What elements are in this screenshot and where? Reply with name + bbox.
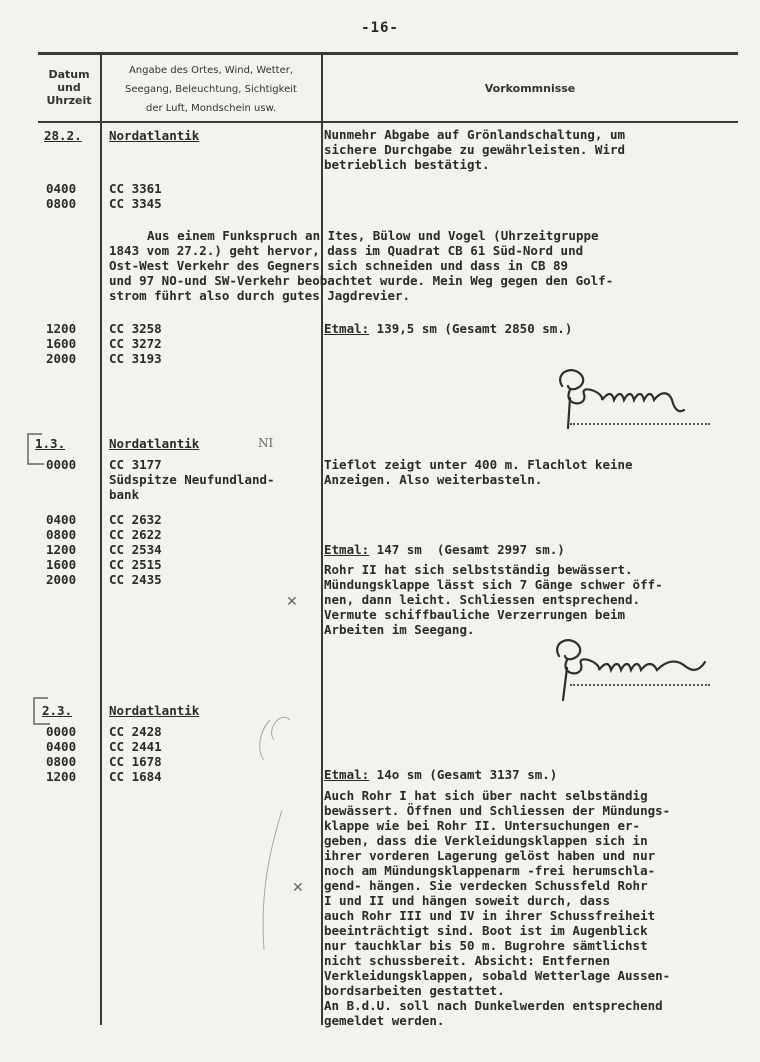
text-line: nur tauchklar bis 50 m. Bugrohre sämtlichst: [324, 938, 648, 953]
header-location-line: Seegang, Beleuchtung, Sichtigkeit: [125, 84, 297, 95]
entry-date: 2.3.: [42, 703, 73, 718]
entry-location: Nordatlantik: [109, 436, 200, 451]
text-line: beeinträchtigt sind. Boot ist im Augenblick: [324, 923, 648, 938]
text-line: Ost-West Verkehr des Gegners sich schneiden und dass in CB 89: [109, 258, 569, 273]
time-value: 0800: [46, 196, 77, 211]
text-line: Mündungsklappe lässt sich 7 Gänge schwer öff-: [324, 577, 663, 592]
signature-dots: [570, 423, 710, 425]
column-divider-2: [321, 55, 323, 1025]
square-list: [109, 512, 162, 587]
header-location-line: Angabe des Ortes, Wind, Wetter,: [128, 65, 294, 76]
top-rule: [38, 52, 738, 55]
time-list: [46, 724, 76, 784]
grid-square: CC 3193: [109, 351, 162, 366]
text-line: gemeldet werden.: [324, 1013, 445, 1028]
page-number: -16-: [361, 20, 399, 36]
time-value: 0800: [46, 527, 77, 542]
time-value: 0000: [46, 457, 77, 472]
header-date-line: und: [57, 81, 81, 94]
text-line: I und II und hängen soweit durch, dass: [324, 893, 610, 908]
text-line: Arbeiten im Seegang.: [324, 622, 475, 637]
text-line: bewässert. Öffnen und Schliessen der Mündungs-: [324, 803, 671, 818]
grid-square: CC 2441: [109, 739, 162, 754]
text-line: Anzeigen. Also weiterbasteln.: [324, 472, 543, 487]
square-list: [109, 321, 162, 366]
grid-square: CC 3177: [109, 457, 162, 472]
text-line: betrieblich bestätigt.: [324, 157, 490, 172]
text-line: Auch Rohr I hat sich über nacht selbständig: [324, 788, 648, 803]
grid-square: CC 3361: [109, 181, 162, 196]
header-rule: [38, 121, 738, 123]
entry-text: [324, 788, 670, 1028]
etmal-label: Etmal:: [324, 767, 370, 782]
text-line: klappe wie bei Rohr II. Untersuchungen er-: [324, 818, 641, 833]
time-value: 2000: [46, 351, 77, 366]
grid-square: CC 3345: [109, 196, 162, 211]
grid-square: CC 2534: [109, 542, 162, 557]
time-value: 1200: [46, 769, 77, 784]
entry-date: 28.2.: [44, 128, 82, 143]
cross-mark: ✕: [286, 594, 298, 610]
time-value: 0800: [46, 754, 77, 769]
time-value: 0400: [46, 181, 77, 196]
header-date-col: [40, 68, 98, 107]
time-list: [46, 512, 76, 587]
time-value: 1600: [46, 557, 77, 572]
entry-location: Nordatlantik: [109, 703, 200, 718]
etmal-line: [324, 321, 572, 336]
etmal-value: 14o sm (Gesamt 3137 sm.): [369, 767, 558, 782]
signature-dots: [570, 684, 710, 686]
entry-text: [324, 457, 633, 487]
time-list: [46, 321, 76, 366]
entry-location: Nordatlantik: [109, 128, 200, 143]
text-line: Vermute schiffbauliche Verzerrungen beim: [324, 607, 626, 622]
text-line: nen, dann leicht. Schliessen entsprechend.: [324, 592, 641, 607]
square-list: [109, 457, 275, 502]
signature-2: [545, 628, 725, 702]
header-date-line: Uhrzeit: [46, 94, 92, 107]
entry-text: [324, 127, 625, 172]
etmal-line: [324, 767, 557, 782]
time-value: 1200: [46, 321, 77, 336]
etmal-label: Etmal:: [324, 542, 370, 557]
text-line: Verkleidungsklappen, sobald Wetterlage Aussen-: [324, 968, 671, 983]
wide-text: [109, 228, 613, 303]
square-list: [109, 724, 162, 784]
text-line: ihrer vorderen Lagerung gelöst haben und nur: [324, 848, 656, 863]
pencil-scribble: [230, 690, 320, 990]
time-value: 1200: [46, 542, 77, 557]
grid-square: CC 2622: [109, 527, 162, 542]
grid-square: CC 2515: [109, 557, 162, 572]
time-list: [46, 457, 76, 472]
entry-text: [324, 562, 663, 637]
text-line: geben, dass die Verkleidungsklappen sich in: [324, 833, 648, 848]
grid-square: CC 2435: [109, 572, 162, 587]
column-divider-1: [100, 55, 102, 1025]
time-list: [46, 181, 76, 211]
text-line: gend- hängen. Sie verdecken Schussfeld Rohr: [324, 878, 648, 893]
text-line: strom führt also durch gutes Jagdrevier.: [109, 288, 411, 303]
time-value: 0000: [46, 724, 77, 739]
time-value: 0400: [46, 739, 77, 754]
text-line: sichere Durchgabe zu gewährleisten. Wird: [324, 142, 626, 157]
text-line: Aus einem Funkspruch an Ites, Bülow und Vogel (Uhrzeitgruppe: [147, 228, 599, 243]
square-list: [109, 181, 162, 211]
grid-square: CC 3272: [109, 336, 162, 351]
grid-square: CC 2632: [109, 512, 162, 527]
signature-1: [548, 358, 708, 430]
grid-square: CC 2428: [109, 724, 162, 739]
text-line: noch am Mündungsklappenarm -frei herumschla-: [324, 863, 656, 878]
entry-date: 1.3.: [35, 436, 66, 451]
header-location-line: der Luft, Mondschein usw.: [145, 103, 277, 114]
grid-square: CC 3258: [109, 321, 162, 336]
header-events-col: Vorkommnisse: [484, 82, 576, 95]
header-location-col: [104, 64, 318, 115]
grid-square: CC 1684: [109, 769, 162, 784]
time-value: 0400: [46, 512, 77, 527]
text-line: und 97 NO-und SW-Verkehr beobachtet wurde. Mein Weg gegen den Golf-: [109, 273, 614, 288]
time-value: 1600: [46, 336, 77, 351]
text-line: Tieflot zeigt unter 400 m. Flachlot keine: [324, 457, 633, 472]
text-line: Rohr II hat sich selbstständig bewässert.: [324, 562, 633, 577]
etmal-value: 147 sm (Gesamt 2997 sm.): [369, 542, 565, 557]
marginal-note: NI: [258, 436, 274, 450]
text-line: auch Rohr III und IV in ihrer Schussfreiheit: [324, 908, 656, 923]
text-line: nicht schussbereit. Absicht: Entfernen: [324, 953, 610, 968]
etmal-line: [324, 542, 565, 557]
time-value: 2000: [46, 572, 77, 587]
text-line: Nunmehr Abgabe auf Grönlandschaltung, um: [324, 127, 626, 142]
text-line: 1843 vom 27.2.) geht hervor, dass im Quadrat CB 61 Süd-Nord und: [109, 243, 584, 258]
etmal-label: Etmal:: [324, 321, 370, 336]
text-line: bordsarbeiten gestattet.: [324, 983, 505, 998]
header-date-line: Datum: [48, 68, 90, 81]
location-note: Südspitze Neufundland-: [109, 472, 275, 487]
location-note: bank: [109, 487, 140, 502]
grid-square: CC 1678: [109, 754, 162, 769]
cross-mark: ✕: [292, 880, 304, 896]
etmal-value: 139,5 sm (Gesamt 2850 sm.): [369, 321, 573, 336]
text-line: An B.d.U. soll nach Dunkelwerden entsprechend: [324, 998, 663, 1013]
